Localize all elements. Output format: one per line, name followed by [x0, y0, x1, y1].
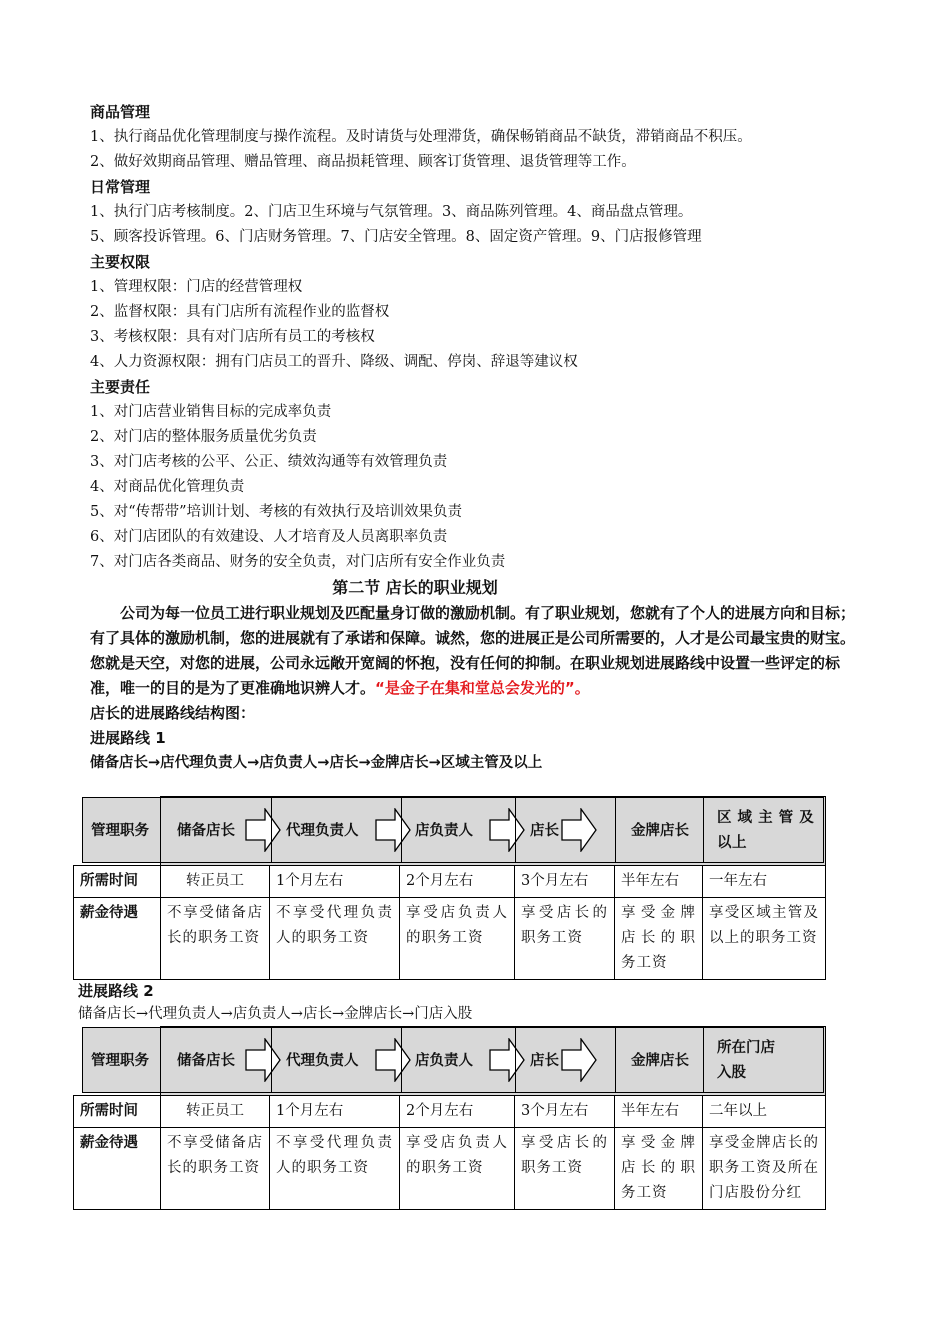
route1-pay-2: 享受店负责人的职务工资 — [400, 897, 515, 979]
route2-time-4: 半年左右 — [615, 1095, 703, 1127]
route1-position-3: 店长 — [530, 823, 559, 839]
route2-pay-0: 不享受储备店长的职务工资 — [161, 1127, 270, 1209]
divider — [703, 798, 704, 862]
document-page — [90, 100, 870, 775]
route1-pay-3: 享受店长的职务工资 — [515, 897, 615, 979]
career-paragraph — [90, 601, 865, 701]
section-title-goods: 商品管理 — [90, 103, 151, 121]
divider — [160, 1028, 161, 1092]
divider — [703, 1028, 704, 1092]
route1-pay-1: 不享受代理负责人的职务工资 — [270, 897, 400, 979]
daily-line-1: 1、执行门店考核制度。2、门店卫生环境与气氛管理。3、商品陈列管理。4、商品盘点管理。 — [90, 204, 693, 220]
goods-line-2: 2、做好效期商品管理、赠品管理、商品损耗管理、顾客订货管理、退货管理等工作。 — [90, 154, 636, 170]
arrow-right-icon — [561, 808, 597, 852]
route1-pay-label: 薪金待遇 — [74, 897, 161, 979]
route2-pay-2: 享受店负责人的职务工资 — [400, 1127, 515, 1209]
route1-time-4: 半年左右 — [615, 865, 703, 897]
divider — [401, 798, 402, 862]
duty-line-4: 4、对商品优化管理负责 — [90, 479, 245, 495]
route2-pay-4: 享受金牌店长的职务工资 — [615, 1127, 703, 1209]
divider — [615, 798, 616, 862]
route1-pay-row — [74, 897, 826, 979]
arrow-right-icon — [245, 808, 281, 852]
route2-position-3: 店长 — [530, 1053, 559, 1069]
route1-position-1: 代理负责人 — [286, 823, 359, 839]
divider — [515, 798, 516, 862]
route2-position-4: 金牌店长 — [631, 1053, 689, 1069]
route1-position-label: 管理职务 — [91, 823, 149, 839]
route1-title: 进展路线 1 — [90, 729, 166, 747]
arrow-right-icon — [245, 1038, 281, 1082]
arrow-right-icon — [561, 1038, 597, 1082]
section-title-daily: 日常管理 — [90, 178, 151, 196]
route2-pay-3: 享受店长的职务工资 — [515, 1127, 615, 1209]
arrow-right-icon — [489, 1038, 525, 1082]
divider — [401, 1028, 402, 1092]
route1-time-label: 所需时间 — [74, 865, 161, 897]
divider — [160, 798, 161, 862]
route2-pay-1: 不享受代理负责人的职务工资 — [270, 1127, 400, 1209]
divider — [271, 1028, 272, 1092]
route2-time-label: 所需时间 — [74, 1095, 161, 1127]
duty-line-3: 3、对门店考核的公平、公正、绩效沟通等有效管理负责 — [90, 454, 448, 470]
section-title-duty: 主要责任 — [90, 378, 151, 396]
career-section-title: 第二节 店长的职业规划 — [332, 578, 498, 597]
route2-time-3: 3个月左右 — [515, 1095, 615, 1127]
authority-line-2: 2、监督权限：具有门店所有流程作业的监督权 — [90, 304, 390, 320]
route1-position-0: 储备店长 — [177, 823, 235, 839]
route2-time-1: 1个月左右 — [270, 1095, 400, 1127]
arrow-right-icon — [375, 1038, 411, 1082]
route2-pay-5: 享受金牌店长的职务工资及所在门店股份分红 — [703, 1127, 826, 1209]
route1-time-row — [74, 865, 826, 897]
route1-time-1: 1个月左右 — [270, 865, 400, 897]
route1-position-4: 金牌店长 — [631, 823, 689, 839]
route1-position-5: 区 域 主 管 及以上 — [717, 810, 815, 851]
route2-position-1: 代理负责人 — [286, 1053, 359, 1069]
route2-path: 储备店长→代理负责人→店负责人→店长→金牌店长→门店入股 — [78, 1006, 473, 1022]
duty-line-5: 5、对“传帮带”培训计划、考核的有效执行及培训效果负责 — [90, 504, 463, 520]
authority-line-3: 3、考核权限：具有对门店所有员工的考核权 — [90, 329, 375, 345]
authority-line-4: 4、人力资源权限：拥有门店员工的晋升、降级、调配、停岗、辞退等建议权 — [90, 354, 578, 370]
duty-line-6: 6、对门店团队的有效建设、人才培育及人员离职率负责 — [90, 529, 448, 545]
route2-time-5: 二年以上 — [703, 1095, 826, 1127]
route1-time-0: 转正员工 — [161, 865, 270, 897]
route1-pay-0: 不享受储备店长的职务工资 — [161, 897, 270, 979]
route2-pay-label: 薪金待遇 — [74, 1127, 161, 1209]
route1-pay-5: 享受区域主管及以上的职务工资 — [703, 897, 826, 979]
divider — [271, 798, 272, 862]
route1-time-5: 一年左右 — [703, 865, 826, 897]
route2-time-row — [74, 1095, 826, 1127]
divider — [515, 1028, 516, 1092]
structure-title: 店长的进展路线结构图： — [90, 704, 256, 722]
section-title-authority: 主要权限 — [90, 253, 151, 271]
duty-line-1: 1、对门店营业销售目标的完成率负责 — [90, 404, 332, 420]
route2-time-2: 2个月左右 — [400, 1095, 515, 1127]
route2-position-2: 店负责人 — [415, 1053, 473, 1069]
arrow-right-icon — [489, 808, 525, 852]
divider — [615, 1028, 616, 1092]
route2-title: 进展路线 2 — [78, 982, 154, 1000]
route2-header-overlay — [82, 1027, 824, 1093]
authority-line-1: 1、管理权限：门店的经营管理权 — [90, 279, 303, 295]
duty-line-2: 2、对门店的整体服务质量优劣负责 — [90, 429, 317, 445]
route2-position-label: 管理职务 — [91, 1053, 149, 1069]
route1-path: 储备店长→店代理负责人→店负责人→店长→金牌店长→区域主管及以上 — [90, 755, 543, 771]
goods-line-1: 1、执行商品优化管理制度与操作流程。及时请货与处理滞货，确保畅销商品不缺货，滞销商品不积压。 — [90, 129, 752, 145]
route2-pay-row — [74, 1127, 826, 1209]
arrow-right-icon — [375, 808, 411, 852]
career-highlight-quote: “是金子在集和堂总会发光的”。 — [375, 679, 590, 697]
route1-time-2: 2个月左右 — [400, 865, 515, 897]
route1-header-overlay — [82, 797, 824, 863]
route2-position-0: 储备店长 — [177, 1053, 235, 1069]
route1-time-3: 3个月左右 — [515, 865, 615, 897]
route2-time-0: 转正员工 — [161, 1095, 270, 1127]
daily-line-2: 5、顾客投诉管理。6、门店财务管理。7、门店安全管理。8、固定资产管理。9、门店报修管理 — [90, 229, 702, 245]
duty-line-7: 7、对门店各类商品、财务的安全负责，对门店所有安全作业负责 — [90, 554, 506, 570]
route2-position-5: 所在门店入股 — [717, 1040, 775, 1081]
route1-position-2: 店负责人 — [415, 823, 473, 839]
career-paragraph-text: 公司为每一位员工进行职业规划及匹配量身订做的激励机制。有了职业规划，您就有了个人的进展方向和目标；有了具体的激励机制，您的进展就有了承诺和保障。诚然，您的进展正是公司所需要的，人才是公司最宝贵的财宝。您就是天空，对您的进展，公司永远敞开宽阔的怀抱，没有任何的抑制。在职业规划进展路线中设置一些评定的标准，唯一的目的是为了更准确地识辨人才。 — [90, 604, 856, 697]
route1-pay-4: 享受金牌店长的职务工资 — [615, 897, 703, 979]
